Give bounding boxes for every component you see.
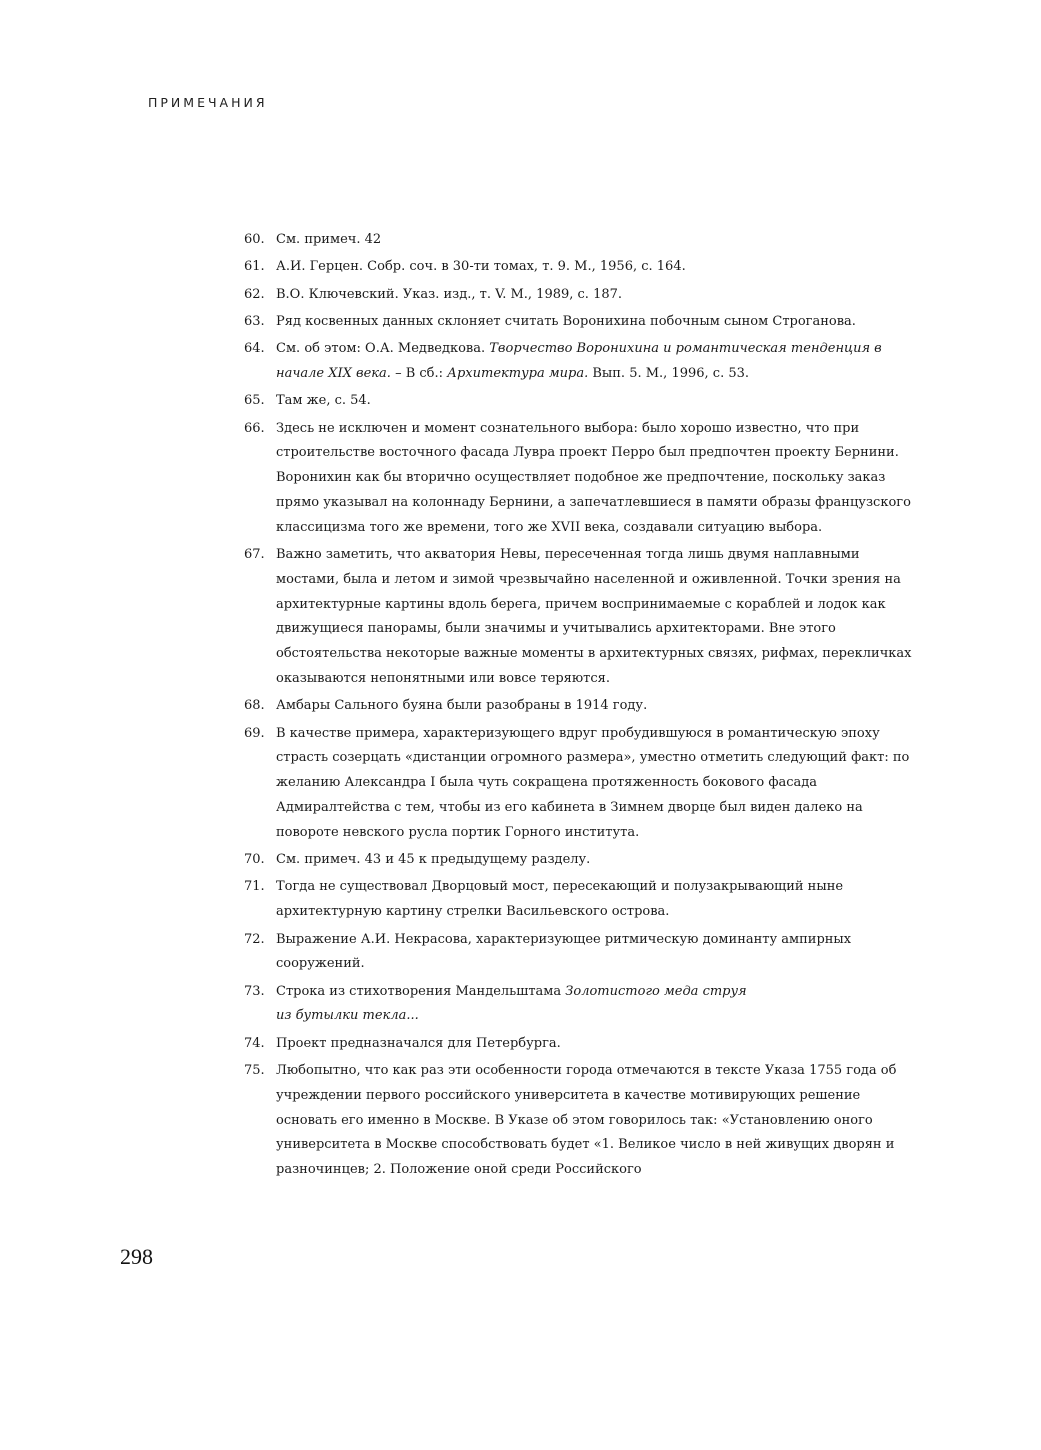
note-text: Тогда не существовал Дворцовый мост, пересекающий и полузакрывающий ныне архитектурную картину стрелки Васильевского острова. — [276, 879, 844, 920]
poem-line-italic: из бутылки текла... — [276, 1008, 419, 1024]
note-number: 68. — [244, 698, 265, 714]
note-item — [244, 694, 916, 719]
note-text — [276, 337, 916, 387]
note-text-segment: – В сб.: — [390, 365, 448, 381]
note-number: 73. — [244, 983, 265, 999]
note-item — [244, 389, 916, 414]
note-item — [244, 310, 916, 335]
note-number: 70. — [244, 852, 265, 868]
page-number: 298 — [120, 1244, 153, 1269]
note-number: 71. — [244, 879, 265, 895]
notes-list — [244, 228, 916, 1185]
note-text-segment: Вып. 5. М., 1996, с. 53. — [588, 365, 750, 381]
note-item — [244, 283, 916, 308]
note-item — [244, 980, 916, 1030]
note-number: 65. — [244, 393, 265, 409]
note-text: См. примеч. 43 и 45 к предыдущему разделу. — [276, 852, 591, 868]
note-number: 61. — [244, 259, 265, 275]
note-item — [244, 255, 916, 280]
note-text: В качестве примера, характеризующего вдруг пробудившуюся в романтическую эпоху страсть созерцать «дистанции огромного размера», уместно отметить следующий факт: по желанию Александра I была чуть сокращена протяженность бокового фасада Адмиралтейства с тем, чтобы из его кабинета в Зимнем дворце был виден далеко на повороте невского русла портик Горного института. — [276, 725, 910, 840]
note-text: Ряд косвенных данных склоняет считать Воронихина побочным сыном Строганова. — [276, 313, 856, 329]
note-text: Здесь не исключен и момент сознательного выбора: было хорошо известно, что при строительстве восточного фасада Лувра проект Перро был предпочтен проекту Бернини. Воронихин как бы вторично осуществляет подобное же предпочтение, поскольку заказ прямо указывал на колоннаду Бернини, а запечатлевшиеся в памяти образы французского классицизма того же времени, того же XVII века, создавали ситуацию выбора. — [276, 420, 911, 535]
note-text: См. примеч. 42 — [276, 232, 382, 247]
note-item — [244, 337, 916, 387]
note-text-segment: См. об этом: О.А. Медведкова. — [276, 341, 490, 357]
note-item — [244, 722, 916, 846]
note-item — [244, 928, 916, 978]
note-text — [276, 980, 916, 1030]
note-source-italic: Архитектура мира. — [447, 365, 589, 381]
note-text: Любопытно, что как раз эти особенности города отмечаются в тексте Указа 1755 года об учреждении первого российского университета в качестве мотивирующих решение основать его именно в Москве. В Указе об этом говорилось так: «Установлению оного университета в Москве способствовать будет «1. Великое число в ней живущих дворян и разночинцев; 2. Положение оной среди Российского — [276, 1063, 897, 1178]
note-item — [244, 848, 916, 873]
note-item — [244, 543, 916, 692]
note-number: 75. — [244, 1063, 265, 1078]
note-item — [244, 417, 916, 541]
note-text: Там же, с. 54. — [276, 393, 371, 409]
note-title-italic: Творчество Воронихина и романтическая тенденция в начале XIX века. — [276, 341, 882, 381]
note-text: А.И. Герцен. Собр. соч. в 30-ти томах, т. 9. М., 1956, с. 164. — [276, 259, 686, 275]
note-text: Амбары Сального буяна были разобраны в 1914 году. — [276, 698, 648, 714]
note-number: 63. — [244, 313, 265, 329]
note-number: 66. — [244, 420, 265, 436]
note-text-segment: Строка из стихотворения Мандельштама — [276, 983, 566, 999]
note-item — [244, 1032, 916, 1057]
note-number: 62. — [244, 286, 265, 302]
note-item — [244, 228, 916, 253]
note-text: Важно заметить, что акватория Невы, пересеченная тогда лишь двумя наплавными мостами, была и летом и зимой чрезвычайно населенной и оживленной. Точки зрения на архитектурные картины вдоль берега, причем воспринимаемые с кораблей и лодок как движущиеся панорамы, были значимы и учитывались архитекторами. Вне этого обстоятельства некоторые важные моменты в архитектурных связях, рифмах, перекличках оказываются непонятными или вовсе теряются. — [276, 547, 912, 687]
note-item — [244, 1059, 916, 1183]
note-text: Проект предназначался для Петербурга. — [276, 1035, 561, 1051]
note-number: 60. — [244, 232, 265, 247]
note-number: 69. — [244, 725, 265, 741]
note-number: 64. — [244, 341, 265, 357]
running-head: ПРИМЕЧАНИЯ — [148, 95, 268, 110]
note-number: 74. — [244, 1035, 265, 1051]
note-number: 72. — [244, 931, 265, 947]
note-text: В.О. Ключевский. Указ. изд., т. V. М., 1989, с. 187. — [276, 286, 623, 302]
note-text: Выражение А.И. Некрасова, характеризующее ритмическую доминанту ампирных сооружений. — [276, 931, 852, 972]
note-number: 67. — [244, 547, 265, 563]
note-item — [244, 875, 916, 925]
poem-line-italic: Золотистого меда струя — [565, 983, 747, 999]
